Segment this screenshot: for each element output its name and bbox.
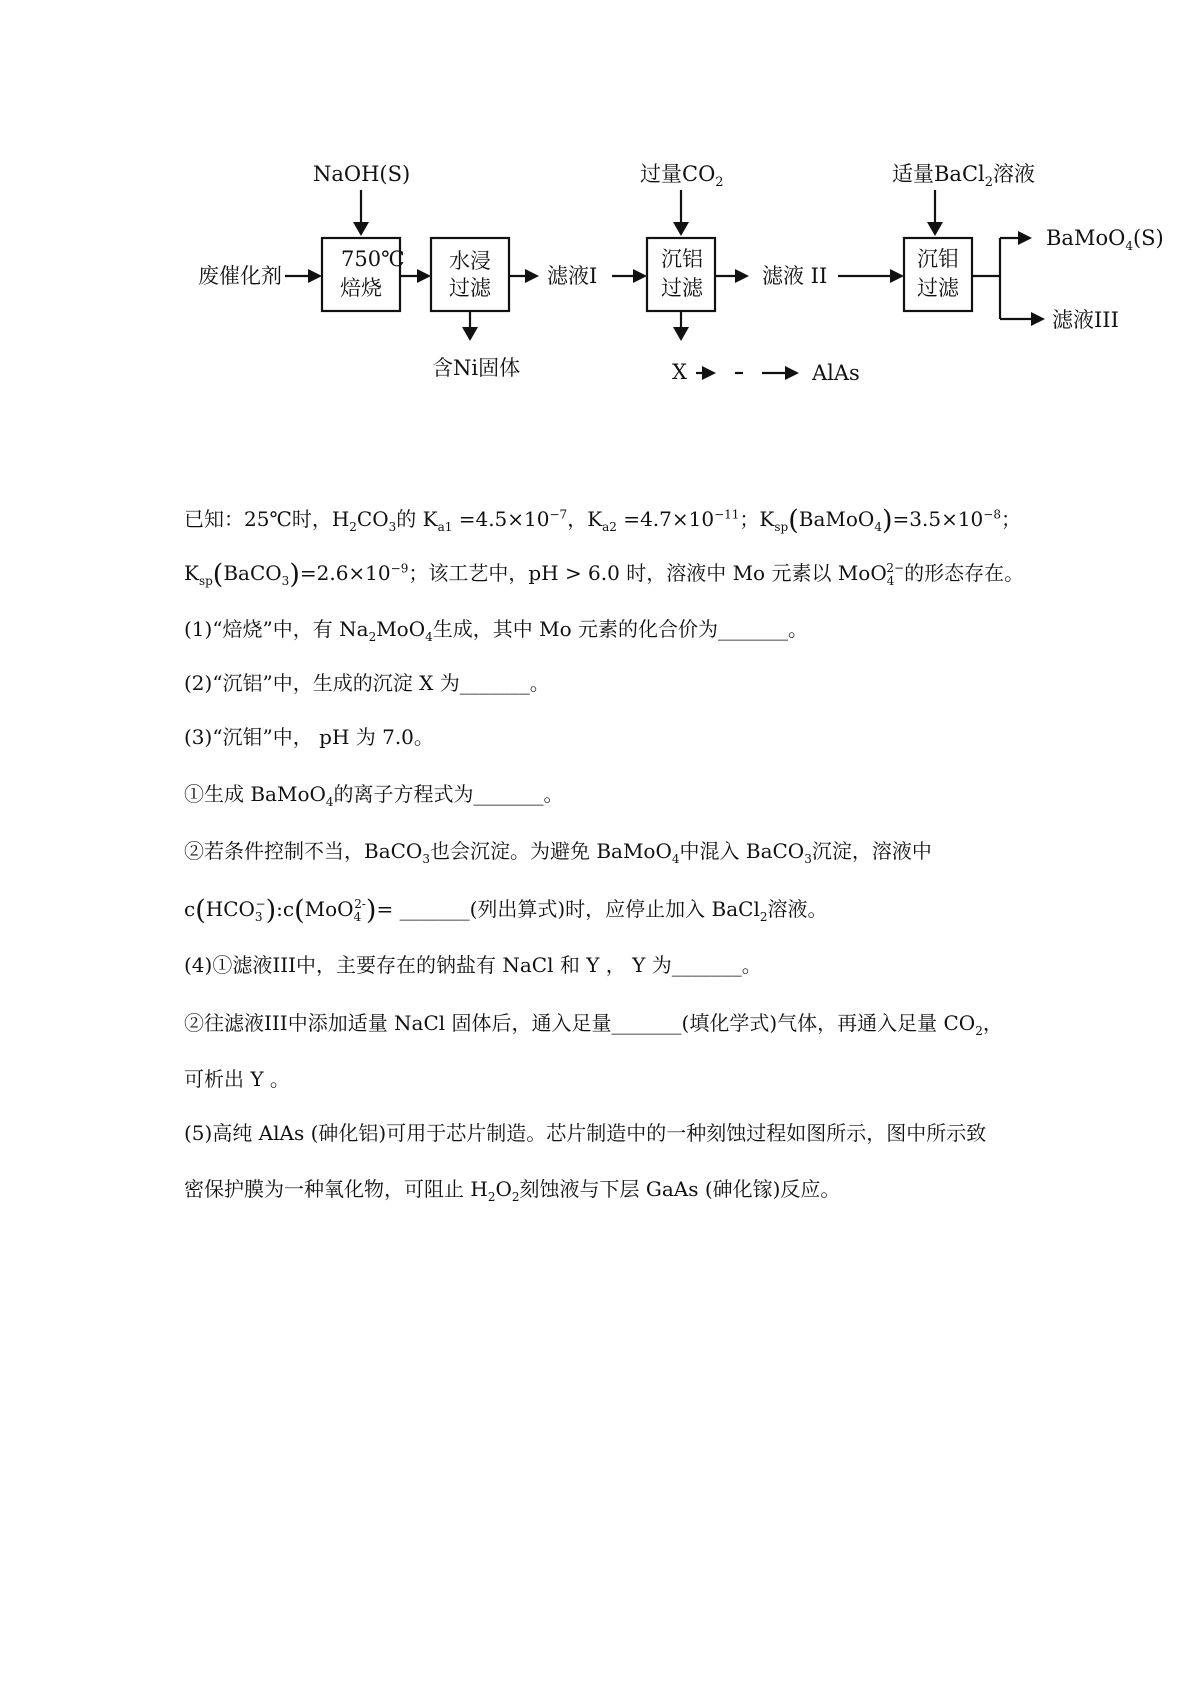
question-1: (1)“焙烧”中，有 $Na_2MoO_4$生成，其中 Mo 元素的化合价为_______。 — [184, 617, 808, 644]
precipitate-x-label: X — [672, 360, 687, 384]
co2-arrow-head — [673, 222, 689, 236]
arrow-to-filtrate1-head — [525, 269, 539, 283]
arrow-to-al-box-head — [633, 269, 647, 283]
filtrate-3-label: 滤液III — [1052, 308, 1119, 332]
given-constants-line-2: $K_{sp}(BaCO_3)=2.6\times 10^{-9}$；该工艺中，pH > 6.0 时，溶液中 Mo 元素以 MoO$_4^{2-}$的形态存在。 — [184, 559, 1025, 590]
co2-input-label: 过量$CO_2$ — [640, 162, 724, 190]
question-3-part-1: ①生成 BaMoO$_4$的离子方程式为_______。 — [184, 782, 564, 809]
ni-solid-label: 含Ni固体 — [432, 356, 521, 380]
arrow-to-bamoo4-head — [1018, 231, 1032, 245]
process-flowchart — [0, 0, 1200, 420]
x-arrow-head — [702, 366, 716, 380]
waste-catalyst-label: 废催化剂 — [198, 264, 282, 288]
question-4-part-2: ②往滤液III中添加适量 NaCl 固体后，通入足量_______(填化学式)气体，再通入足量 $CO_2$， — [184, 1011, 1003, 1038]
arrow-to-alas-head — [785, 366, 799, 380]
filtrate-1-label: 滤液I — [547, 264, 598, 288]
question-5-line-1: (5)高纯 AlAs (砷化铝)可用于芯片制造。芯片制造中的一种刻蚀过程如图所示，图中所示致 — [184, 1121, 987, 1145]
arrow-to-x-head — [673, 327, 689, 341]
question-3: (3)“沉钼”中， pH 为 7.0。 — [184, 725, 434, 749]
given-constants-line-1: 已知：25℃时，$H_2CO_3$的 $K_{a1} =4.5\times 10^{-7}$，$K_{a2} =4.7\times 10^{-11}$；$K_{sp}(BaMoO_4)=3.5\times 10^{-8}$； — [184, 505, 1021, 536]
bamoo4-product-label: BaMoO$_4$(S) — [1046, 226, 1164, 253]
question-5-line-2: 密保护膜为一种氧化物，可阻止 $H_2O_2$刻蚀液与下层 GaAs (砷化镓)反应。 — [184, 1177, 841, 1204]
arrow-to-ni-solid-head — [462, 327, 478, 341]
arrow-to-filtrate2-head — [735, 269, 749, 283]
arrow-to-leach-head — [417, 269, 431, 283]
mo-precip-label: 沉钼 — [917, 247, 959, 271]
arrow-to-filtrate3-head — [1031, 312, 1045, 326]
roast-label: 焙烧 — [340, 276, 382, 300]
bacl2-arrow-head — [927, 222, 943, 236]
question-4-part-2-cont: 可析出 Y 。 — [184, 1067, 290, 1091]
alas-label: AlAs — [812, 361, 860, 385]
question-2: (2)“沉铝”中，生成的沉淀 X 为_______。 — [184, 671, 550, 695]
roast-temp-label: 750℃ — [341, 247, 405, 271]
naoh-input-label: NaOH(S) — [313, 162, 411, 186]
bacl2-input-label: 适量BaCl$_2$溶液 — [892, 162, 1036, 190]
arrow-to-roast-head — [308, 269, 322, 283]
question-3-part-2: ②若条件控制不当，BaCO$_3$也会沉淀。为避免 BaMoO$_4$中混入 BaCO$_3$沉淀，溶液中 — [184, 839, 932, 866]
leach-label: 水浸 — [449, 249, 491, 273]
mo-filter-label: 过滤 — [917, 276, 959, 300]
filtrate-2-label: 滤液 II — [762, 264, 828, 288]
question-4-part-1: (4)①滤液III中，主要存在的钠盐有 NaCl 和 Y ， Y 为_______。 — [184, 953, 762, 977]
leach-filter-label: 过滤 — [449, 276, 491, 300]
question-3-part-2-ratio: $c(HCO_3^-):c(MoO_4^{2-})=$ _______(列出算式)时，应停止加入 BaCl$_2$溶液。 — [184, 895, 828, 926]
naoh-arrow-head — [353, 222, 369, 236]
arrow-to-mo-box-head — [890, 269, 904, 283]
al-filter-label: 过滤 — [661, 276, 703, 300]
al-precip-label: 沉铝 — [661, 247, 703, 271]
